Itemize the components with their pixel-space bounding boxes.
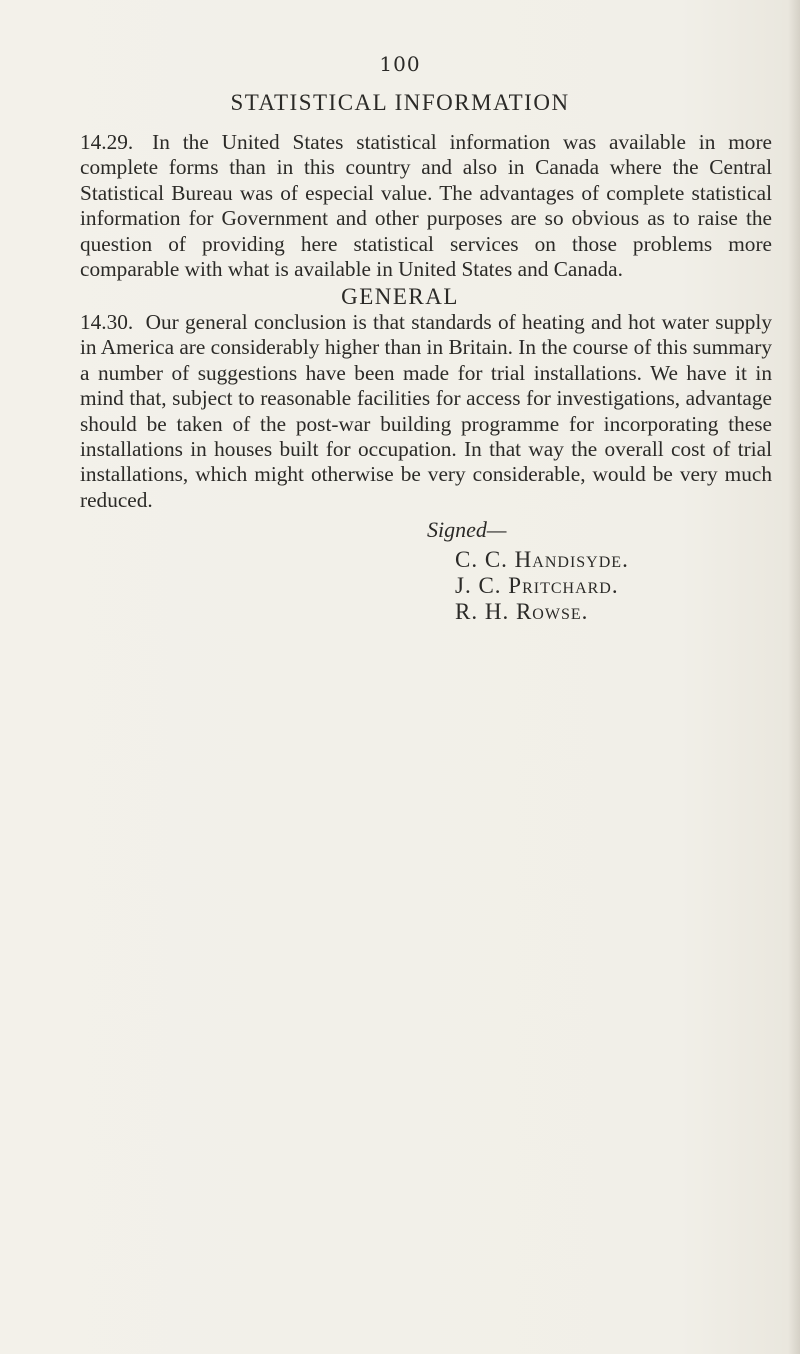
signatory-list [455, 547, 629, 625]
signed-label: Signed— [427, 517, 507, 542]
paragraph-text: In the United States statistical information was available in more complete forms than in this country and also in Canada where the Central Statistical Bureau was of especial value. The advantages of complete statistical information for Government and other purposes are so obvious as to raise the question of providing here statistical services on those problems more comparable with what is available in United States and Canada. [80, 130, 772, 282]
signatory-name: J. C. Pritchard. [455, 573, 619, 598]
section-heading-general: GENERAL [341, 284, 459, 309]
paragraph-number: 14.29. [80, 130, 134, 154]
paragraph-14-30 [80, 310, 772, 513]
page-number: 100 [379, 52, 421, 76]
page-edge-shadow [788, 0, 800, 1354]
signatory-name: C. C. Handisyde. [455, 547, 629, 572]
paragraph-number: 14.30. [80, 310, 134, 334]
section-heading-statistical-information: STATISTICAL INFORMATION [230, 90, 570, 115]
paragraph-14-29 [80, 130, 772, 282]
paragraph-text: Our general conclusion is that standards of heating and hot water supply in America are considerably higher than in Britain. In the course of this summary a number of suggestions have been made for trial installations. We have it in mind that, subject to reasonable facilities for access for investigations, advantage should be taken of the post-war building programme for incorporating these installations in houses built for occupation. In that way the overall cost of trial installations, which might otherwise be very considerable, would be very much reduced. [80, 310, 772, 512]
signatory-name: R. H. Rowse. [455, 599, 589, 624]
